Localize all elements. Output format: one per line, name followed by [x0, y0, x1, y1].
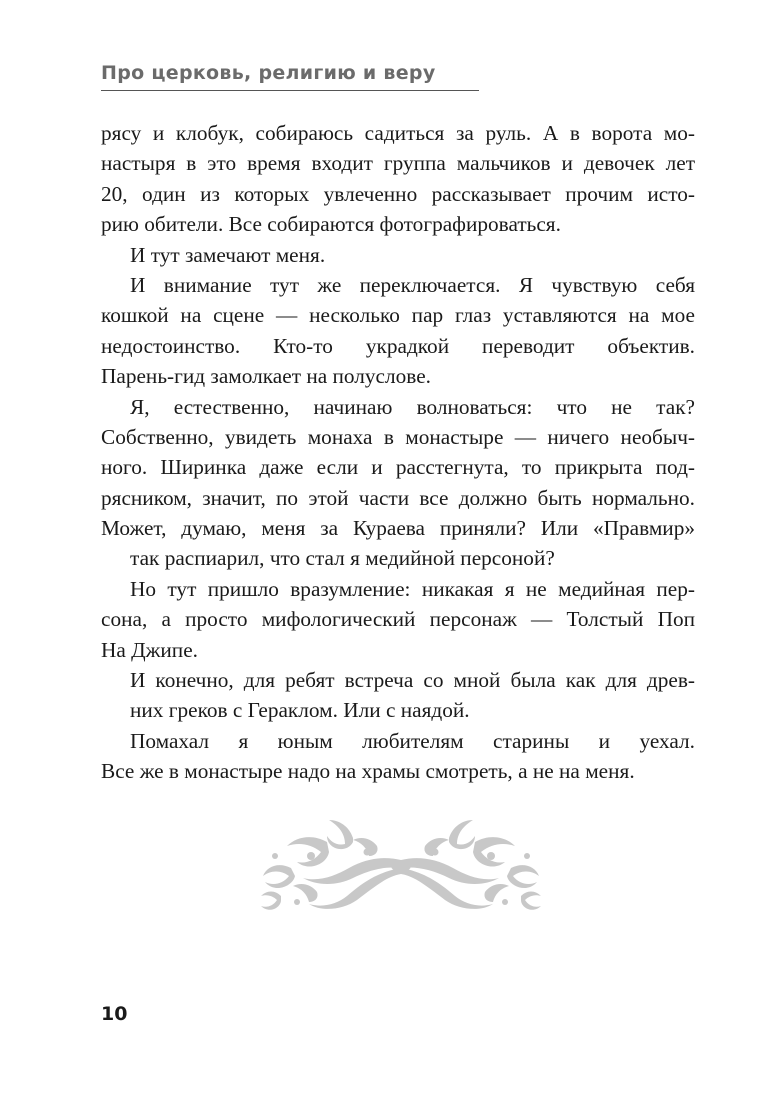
page-number: 10: [101, 1003, 128, 1025]
text-line: кошкой на сцене — несколько пар глаз уставляются на мое: [101, 303, 695, 328]
text-line: И внимание тут же переключается. Я чувствую себя: [130, 272, 695, 297]
text-line: рию обители. Все собираются фотографироваться.: [101, 212, 561, 237]
running-head-title: Про церковь, религию и веру: [101, 62, 436, 84]
text-line: 20, один из которых увлеченно рассказывает прочим исто-: [101, 181, 695, 206]
text-line: Я, естественно, начинаю волноваться: что не так?: [130, 394, 695, 419]
text-line: И тут замечают меня.: [130, 242, 326, 267]
running-head: [101, 62, 479, 91]
text-line: настыря в это время входит группа мальчиков и девочек лет: [101, 151, 695, 176]
floral-vignette-icon: [257, 812, 545, 914]
text-line: Но тут пришло вразумление: никакая я не медийная пер-: [130, 576, 695, 601]
text-line: недостоинство. Кто-то украдкой переводит объектив.: [101, 333, 695, 358]
text-line: Все же в монастыре надо на храмы смотреть, а не на меня.: [101, 759, 635, 784]
text-line: них греков с Гераклом. Или с наядой.: [130, 698, 470, 723]
text-line: И конечно, для ребят встреча со мной была как для древ-: [130, 668, 695, 693]
text-line: Собственно, увидеть монаха в монастыре — ничего необыч-: [101, 424, 695, 449]
text-line: сона, а просто мифологический персонаж — Толстый Поп: [101, 607, 695, 632]
text-line: На Джипе.: [101, 637, 198, 662]
text-line: Парень-гид замолкает на полуслове.: [101, 364, 431, 389]
text-line: так распиарил, что стал я медийной персоной?: [130, 546, 555, 571]
text-line: рясником, значит, по этой части все должно быть нормально.: [101, 485, 695, 510]
text-line: Помахал я юным любителям старины и уехал.: [130, 728, 695, 753]
body-text: [101, 118, 695, 787]
text-line: рясу и клобук, собираюсь садиться за руль. А в ворота мо-: [101, 121, 695, 145]
text-line: Может, думаю, меня за Кураева приняли? Или «Правмир»: [101, 516, 695, 541]
text-line: ного. Ширинка даже если и расстегнута, то прикрыта под-: [101, 455, 695, 480]
